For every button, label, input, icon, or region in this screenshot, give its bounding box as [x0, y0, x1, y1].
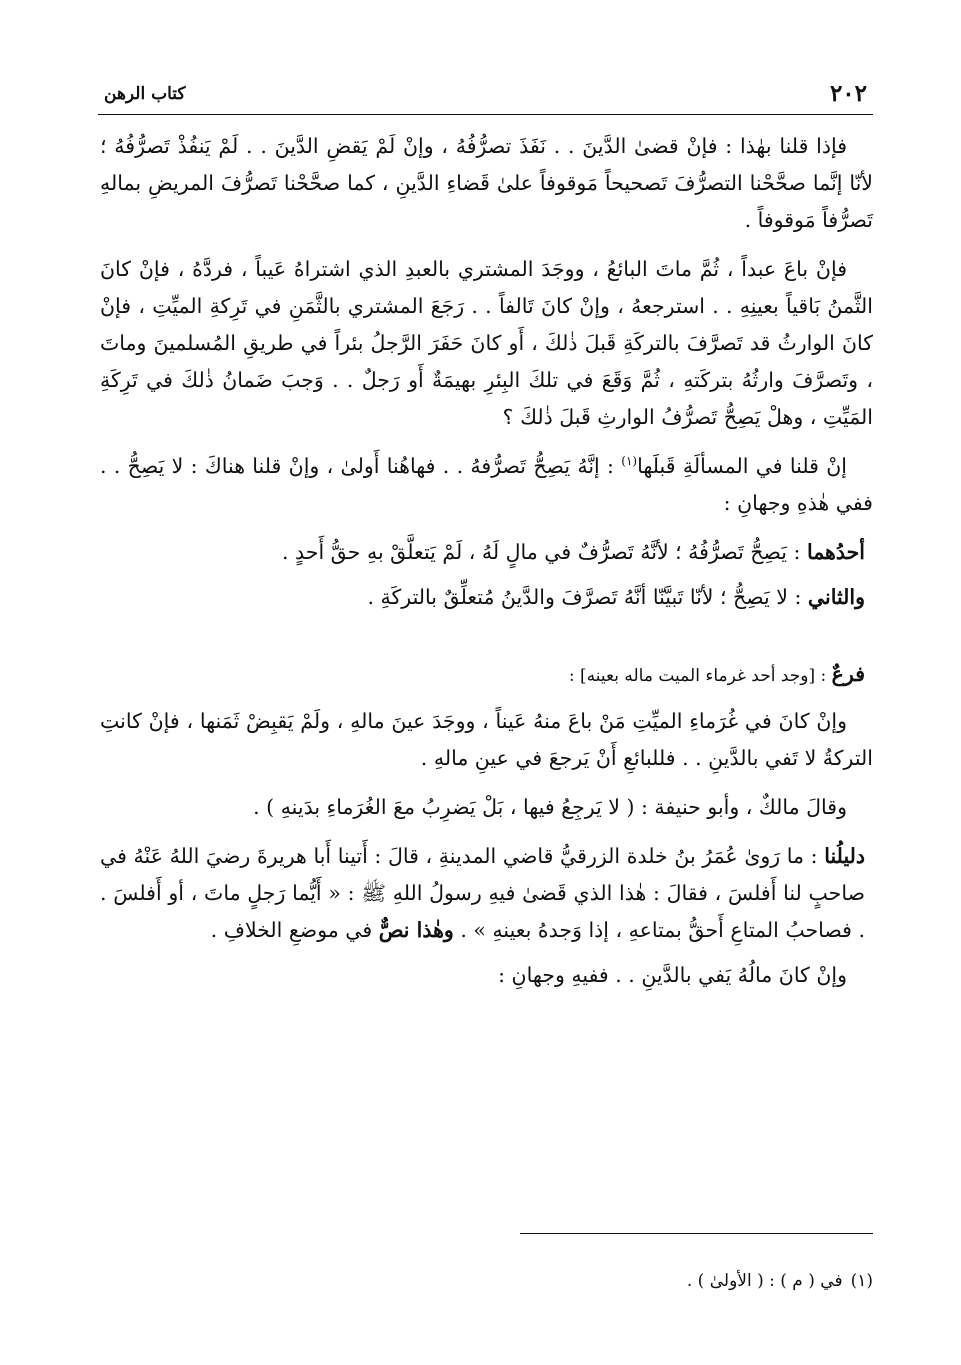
- footnote-marker: (١): [850, 1271, 873, 1291]
- paragraph: وإنْ كانَ مالُهُ يَفي بالدَّينِ . . ففيهِ وجهانِ :: [498, 963, 847, 987]
- paragraph: فإذا قلنا بهٰذا : فإنْ قضىٰ الدَّينَ . . نَفَذَ تصرُّفُهُ ، وإنْ لَمْ يَقضِ الدَّينَ . . لَمْ يَنفُذْ تَصرُّفُهُ ؛ لأنّا إنَّما صحَّحْنا التصرُّفَ تَصحيحاً مَوقوفاً علىٰ قَضاءِ الدَّينِ ، كما صحَّحْنا تَصرُّفَ المريضِ بمالهِ تَصرُّفاً مَوقوفاً .: [100, 134, 873, 232]
- paragraph-text: إنْ قلنا في المسألَةِ قَبلَها: [637, 454, 847, 478]
- option-text: : لا يَصِحُّ ؛ لأنّا تَبيَّنّا أنَّهُ تَصرَّفَ والدَّينُ مُتعلِّقٌ بالتركَةِ .: [367, 585, 808, 609]
- paragraph: وإنْ كانَ في غُرَماءِ الميِّتِ مَنْ باعَ منهُ عَيناً ، ووجَدَ عينَ مالهِ ، ولَمْ يَقبِضْ ثَمَنها ، فإنْ كانتِ التركةُ لا تَفي بالدَّينِ . . فللبائعِ أَنْ يَرجعَ في عينِ مالهِ .: [100, 709, 873, 770]
- subsection-heading: [100, 656, 873, 695]
- evidence-tail: في موضعِ الخلافِ .: [210, 918, 379, 942]
- option-label: والثاني: [807, 585, 865, 609]
- running-title: كتاب الرهن: [104, 84, 186, 104]
- evidence-conclusion: وهٰذا نصٌّ: [378, 918, 454, 942]
- option-first: [100, 534, 873, 571]
- subsection-title: : [وجد أحد غرماء الميت ماله بعينه] :: [568, 666, 832, 686]
- subsection-label: فرعٌ: [831, 662, 865, 686]
- evidence-paragraph: [100, 838, 873, 949]
- page-number: ٢٠٢: [829, 80, 867, 107]
- footnote: [100, 1268, 873, 1294]
- page-body: [100, 128, 873, 1006]
- option-second: [100, 579, 873, 616]
- paragraph: فإنْ باعَ عبداً ، ثُمَّ ماتَ البائعُ ، ووجَدَ المشتري بالعبدِ الذي اشتراهُ عَيباً ، فردَّهُ ، فإنْ كانَ الثَّمنُ بَاقياً بعينِهِ . . استرجعهُ ، وإنْ كانَ تَالفاً . . رَجَعَ المشتري بالثَّمَنِ في تَرِكةِ الميِّتِ ، فإنْ كانَ الوارثُ قد تَصرَّفَ بالتركَةِ قَبلَ ذٰلكَ ، أَو كانَ حَفَرَ الرَّجلُ بئراً في طريقِ المُسلمينَ وماتَ ، وتَصرَّفَ وارثُهُ بتركَتهِ ، ثُمَّ وَقَعَ في تلكَ البِئرِ بهيمَةٌ أَو رَجلٌ . . وَجبَ ضَمانُ ذٰلكَ في تَرِكَةِ المَيِّتِ ، وهلْ يَصِحُّ تَصرُّفُ الوارثِ قَبلَ ذٰلكَ ؟: [100, 257, 873, 429]
- footnote-text: في ( م ) : ( الأولىٰ ) .: [686, 1271, 843, 1291]
- page-header: [98, 80, 873, 115]
- option-text: : يَصِحُّ تَصرُّفُهُ ؛ لأنَّهُ تَصرُّفٌ في مالٍ لَهُ ، لَمْ يَتعلَّقْ بهِ حقُّ أَحدٍ .: [282, 540, 807, 564]
- footnote-divider: [520, 1233, 873, 1234]
- paragraph: وقالَ مالكٌ ، وأبو حنيفة : ( لا يَرجِعُ فيها ، بَلْ يَضرِبُ معَ الغُرَماءِ بدَينهِ ) .: [253, 795, 847, 819]
- paragraph: [100, 448, 873, 522]
- footnote-reference: (١): [621, 454, 638, 469]
- paragraph-text: : إنَّهُ يَصِحُّ تَصرُّفهُ . . فهاهُنا أَولىٰ ، وإنْ قلنا هناكَ : لا يَصِحُّ . . ففي هٰذهِ وجهانِ :: [100, 454, 873, 515]
- evidence-text: : ما رَوىٰ عُمَرُ بنُ خلدة الزرقيُّ قاضي المدينةِ ، قالَ : أَتينا أَبا هريرةَ رضيَ اللهُ عَنْهُ في صاحبٍ لنا أَفلسَ ، فقالَ : هٰذا الذي قَضىٰ فيهِ رسولُ اللهِ ﷺ : « أَيُّما رَجلٍ ماتَ ، أو أَفلسَ . . فصاحبُ المتاعِ أَحقُّ بمتاعهِ ، إذا وَجدهُ بعينهِ » .: [100, 844, 865, 942]
- option-label: أحدُهما: [806, 540, 865, 564]
- evidence-label: دليلُنا: [824, 844, 865, 868]
